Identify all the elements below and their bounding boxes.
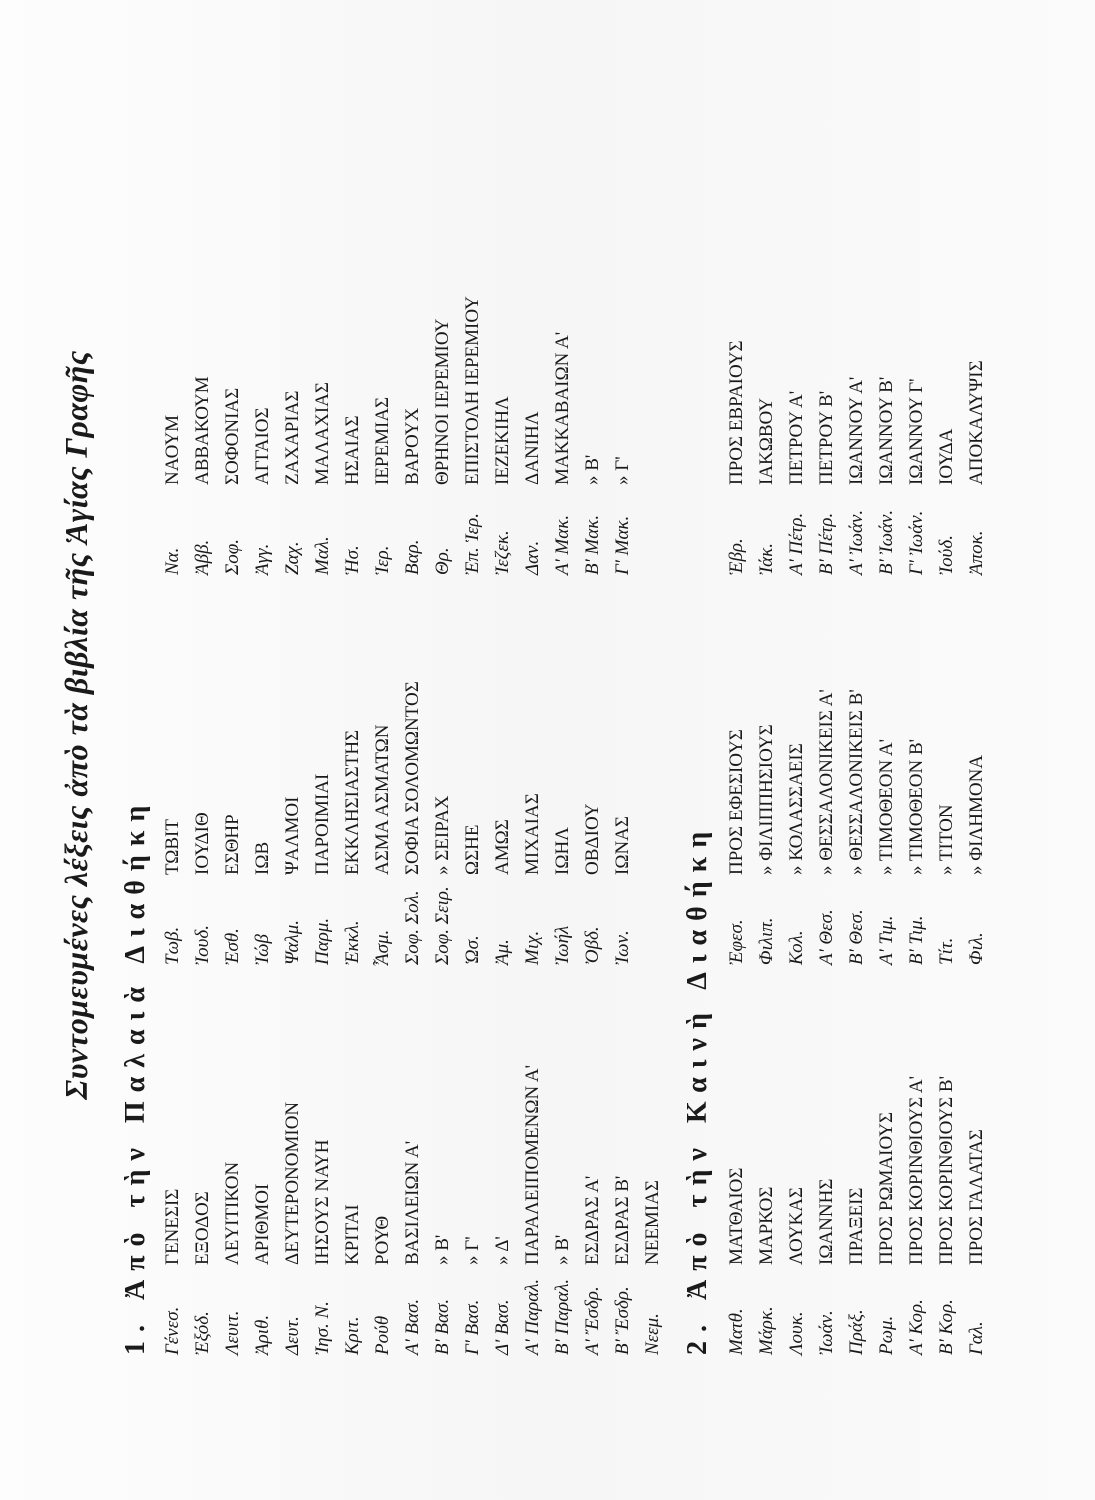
ot-col3-abbr [158, 513, 638, 575]
book-abbreviation: Σοφ. Σειρ. [432, 886, 453, 965]
book-name: » Β' [552, 1234, 573, 1265]
book-name: ΒΑΣΙΛΕΙΩΝ Α' [402, 1140, 423, 1265]
book-abbreviation: Α' Ἰωάν. [846, 509, 867, 575]
book-name: ΟΒΔΙΟΥ [582, 803, 603, 875]
book-abbreviation: Κολ. [786, 930, 807, 965]
book-name: ΙΕΡΕΜΙΑΣ [372, 396, 393, 485]
book-abbreviation: Β' Θεσ. [846, 909, 867, 965]
book-abbreviation: Λουκ. [786, 1311, 807, 1355]
book-name: ΓΕΝΕΣΙΣ [162, 1188, 183, 1265]
book-name: ΩΣΗΕ [462, 824, 483, 875]
book-abbreviation: Α' Ἔσδρ. [582, 1286, 603, 1355]
book-name: ΔΑΝΙΗΛ [522, 411, 543, 485]
book-name: ΕΣΘΗΡ [222, 814, 243, 875]
book-abbreviation: Ἐσθ. [222, 928, 243, 965]
book-abbreviation: Β' Μακ. [582, 514, 603, 575]
book-name: ΣΟΦΟΝΙΑΣ [222, 387, 243, 485]
book-name: ΡΟΥΘ [372, 1215, 393, 1265]
book-name: ΤΩΒΙΤ [162, 819, 183, 875]
book-name: ΠΡΑΞΕΙΣ [846, 1187, 867, 1265]
book-abbreviation: Α' Τιμ. [876, 915, 897, 965]
book-abbreviation: Νεεμ. [642, 1313, 663, 1355]
book-name: ΠΡΟΣ ΓΑΛΑΤΑΣ [966, 1129, 987, 1265]
ot-col3-name [158, 296, 638, 485]
book-name: ΜΑΚΚΑΒΑΙΩΝ Α' [552, 331, 573, 485]
book-abbreviation: Δευτ. [282, 1316, 303, 1355]
book-name: ΠΡΟΣ ΚΟΡΙΝΘΙΟΥΣ Β' [936, 1075, 957, 1265]
book-abbreviation: Α' Πέτρ. [786, 512, 807, 575]
nt-col2-abbr [722, 909, 992, 965]
book-abbreviation: Φιλιπ. [756, 917, 777, 965]
book-name: ΙΕΖΕΚΙΗΛ [492, 396, 513, 485]
book-name: ΙΩΑΝΝΟΥ Γ' [906, 378, 927, 485]
book-abbreviation: Λευιτ. [222, 1310, 243, 1355]
book-name: ΛΕΥΙΤΙΚΟΝ [222, 1161, 243, 1265]
book-name: ΜΑΤΘΑΙΟΣ [726, 1167, 747, 1265]
book-name: ΘΡΗΝΟΙ ΙΕΡΕΜΙΟΥ [432, 318, 453, 485]
book-abbreviation: Γένεσ. [162, 1306, 183, 1355]
book-abbreviation: Γ' Μακ. [612, 515, 633, 575]
book-name: ΙΩΑΝΝΟΥ Β' [876, 376, 897, 485]
book-name: ΝΑΟΥΜ [162, 414, 183, 485]
book-name: ΑΒΒΑΚΟΥΜ [192, 376, 213, 485]
book-abbreviation: Ἰουδ. [192, 925, 213, 965]
book-name: ΙΟΥΔΑ [936, 428, 957, 485]
book-abbreviation: Σοφ. Σολ. [402, 890, 423, 965]
book-abbreviation: Βαρ. [402, 539, 423, 575]
book-name: ΙΩΗΛ [552, 827, 573, 875]
book-name: » Δ' [492, 1236, 513, 1265]
book-abbreviation: Δ' Βασ. [492, 1299, 513, 1355]
book-abbreviation: Ἐφεσ. [726, 919, 747, 965]
nt-col2-name [722, 689, 992, 875]
book-name: » ΣΕΙΡΑΧ [432, 795, 453, 875]
book-name: » ΤΙΤΟΝ [936, 804, 957, 875]
book-name: » Γ' [462, 1236, 483, 1265]
book-abbreviation: Τίτ. [936, 937, 957, 965]
book-name: ΙΩΒ [252, 841, 273, 875]
book-name: ΙΩΑΝΝΟΥ Α' [846, 376, 867, 485]
book-abbreviation: Ἰώβ [252, 934, 273, 965]
book-name: » ΚΟΛΑΣΣΑΕΙΣ [786, 743, 807, 875]
book-name: ΑΠΟΚΑΛΥΨΙΣ [966, 360, 987, 485]
book-abbreviation: Γαλ. [966, 1321, 987, 1355]
book-abbreviation: Α' Κορ. [906, 1299, 927, 1355]
book-name: ΑΓΓΑΙΟΣ [252, 407, 273, 485]
book-abbreviation: Ἰωάν. [816, 1310, 837, 1355]
book-abbreviation: Α' Θεσ. [816, 909, 837, 965]
book-name: » Β' [432, 1234, 453, 1265]
book-name: ΠΑΡΑΛΕΙΠΟΜΕΝΩΝ Α' [522, 1064, 543, 1265]
book-name: ΛΟΥΚΑΣ [786, 1187, 807, 1265]
book-name: » ΘΕΣΣΑΛΟΝΙΚΕΙΣ Β' [846, 689, 867, 875]
book-abbreviation: Ἀγγ. [252, 543, 273, 575]
book-name: » ΤΙΜΟΘΕΟΝ Α' [876, 738, 897, 875]
book-abbreviation: Β' Τιμ. [906, 915, 927, 965]
book-abbreviation: Θρ. [432, 547, 453, 575]
book-name: ΜΙΧΑΙΑΣ [522, 793, 543, 875]
book-abbreviation: Α' Παραλ. [522, 1278, 543, 1355]
book-abbreviation: Β' Κορ. [936, 1299, 957, 1355]
page-title: Συντομευμένες λέξεις ἀπὸ τὰ βιβλία τῆς Ἁγίας Γραφῆς [58, 350, 94, 1100]
nt-col3-name [722, 340, 992, 485]
ot-col1-abbr [158, 1279, 668, 1355]
book-abbreviation: Ἡσ. [342, 545, 363, 575]
book-name: ΜΑΡΚΟΣ [756, 1186, 777, 1265]
book-abbreviation: Γ' Βασ. [462, 1299, 483, 1355]
book-abbreviation: Ἀμ. [492, 939, 513, 965]
book-abbreviation: Ἰωήλ [552, 925, 573, 965]
book-abbreviation: Ἐπ. Ἱερ. [462, 512, 483, 575]
book-name: ΗΣΑΙΑΣ [342, 415, 363, 485]
book-abbreviation: Ὡσ. [462, 935, 483, 965]
book-name: ΑΜΩΣ [492, 819, 513, 875]
nt-col3-abbr [722, 510, 992, 575]
book-abbreviation: Β' Βασ. [432, 1298, 453, 1355]
book-abbreviation: Παρμ. [312, 917, 333, 965]
book-abbreviation: Ρούθ [372, 1315, 393, 1355]
book-name: ΝΕΕΜΙΑΣ [642, 1180, 663, 1265]
book-abbreviation: Ματθ. [726, 1308, 747, 1355]
book-abbreviation: Φιλ. [966, 932, 987, 965]
book-abbreviation: Ἀποκ. [966, 530, 987, 575]
book-name: ΙΗΣΟΥΣ ΝΑΥΗ [312, 1139, 333, 1265]
book-name: ΒΑΡΟΥΧ [402, 407, 423, 485]
nt-col1-abbr [722, 1299, 992, 1355]
book-abbreviation: Ἐξόδ. [192, 1311, 213, 1355]
book-name: ΠΡΟΣ ΕΒΡΑΙΟΥΣ [726, 340, 747, 485]
book-name: ΙΩΝΑΣ [612, 816, 633, 875]
book-name: » ΘΕΣΣΑΛΟΝΙΚΕΙΣ Α' [816, 689, 837, 875]
book-abbreviation: Ἰεζεκ. [492, 530, 513, 575]
book-abbreviation: Ἑβρ. [726, 538, 747, 575]
book-name: ΠΑΡΟΙΜΙΑΙ [312, 773, 333, 875]
book-abbreviation: Ρωμ. [876, 1315, 897, 1355]
book-name: ΜΑΛΑΧΙΑΣ [312, 382, 333, 485]
book-abbreviation: Ψαλμ. [282, 919, 303, 965]
book-abbreviation: Πράξ. [846, 1309, 867, 1355]
book-name: ΨΑΛΜΟΙ [282, 796, 303, 875]
book-name: » Γ' [612, 456, 633, 485]
book-name: ΑΣΜΑ ΑΣΜΑΤΩΝ [372, 724, 393, 875]
book-abbreviation: Τωβ. [162, 926, 183, 965]
book-name: ΠΕΤΡΟΥ Β' [816, 390, 837, 485]
new-testament-heading: 2. Ἀπὸ τὴν Καινὴ Διαθήκη [682, 822, 713, 1355]
book-abbreviation: Ἰησ. Ν. [312, 1301, 333, 1355]
book-name: ΚΡΙΤΑΙ [342, 1204, 363, 1265]
book-name: ΣΟΦΙΑ ΣΟΛΟΜΩΝΤΟΣ [402, 681, 423, 875]
book-name: ΕΠΙΣΤΟΛΗ ΙΕΡΕΜΙΟΥ [462, 296, 483, 485]
book-name: ΠΡΟΣ ΕΦΕΣΙΟΥΣ [726, 729, 747, 875]
book-name: ΑΡΙΘΜΟΙ [252, 1183, 273, 1265]
book-name: » ΦΙΛΙΠΠΗΣΙΟΥΣ [756, 724, 777, 875]
ot-col2-abbr [158, 886, 638, 965]
book-abbreviation: Ἰάκ. [756, 542, 777, 575]
book-name: ΙΟΥΔΙΘ [192, 812, 213, 875]
ot-col1-name [158, 1065, 668, 1265]
book-abbreviation: Α' Βασ. [402, 1298, 423, 1355]
ot-col2-name [158, 681, 638, 875]
book-abbreviation: Να. [162, 547, 183, 575]
book-abbreviation: Ἰων. [612, 930, 633, 965]
book-name: ΕΚΚΛΗΣΙΑΣΤΗΣ [342, 729, 363, 875]
book-name: ΔΕΥΤΕΡΟΝΟΜΙΟΝ [282, 1101, 303, 1265]
book-abbreviation: Ἐκκλ. [342, 920, 363, 965]
book-name: ΠΕΤΡΟΥ Α' [786, 390, 807, 485]
book-abbreviation: Ἀριθ. [252, 1314, 273, 1355]
book-name: ΙΩΑΝΝΗΣ [816, 1178, 837, 1265]
book-abbreviation: Ζαχ. [282, 541, 303, 575]
book-name: » ΤΙΜΟΘΕΟΝ Β' [906, 738, 927, 875]
book-name: » Β' [582, 454, 603, 485]
book-name: ΕΣΔΡΑΣ Α' [582, 1175, 603, 1265]
book-abbreviation: Μιχ. [522, 930, 543, 965]
book-abbreviation: Ἰούδ. [936, 535, 957, 575]
book-abbreviation: Δαν. [522, 540, 543, 575]
book-name: ΕΞΟΔΟΣ [192, 1191, 213, 1265]
book-name: ΕΣΔΡΑΣ Β' [612, 1175, 633, 1265]
book-name: ΖΑΧΑΡΙΑΣ [282, 390, 303, 485]
book-abbreviation: Ἱερ. [372, 545, 393, 575]
book-abbreviation: Β' Πέτρ. [816, 512, 837, 575]
book-abbreviation: Μάρκ. [756, 1306, 777, 1355]
book-abbreviation: Α' Μακ. [552, 514, 573, 575]
book-abbreviation: Γ' Ἰωάν. [906, 510, 927, 575]
book-abbreviation: Ἀββ. [192, 539, 213, 575]
book-abbreviation: Ἆσμ. [372, 929, 393, 965]
book-abbreviation: Ὀβδ. [582, 926, 603, 965]
book-abbreviation: Β' Ἔσδρ. [612, 1286, 633, 1355]
old-testament-heading: 1. Ἀπὸ τὴν Παλαιὰ Διαθήκη [120, 796, 151, 1355]
book-abbreviation: Μαλ. [312, 536, 333, 575]
book-abbreviation: Σοφ. [222, 538, 243, 575]
book-name: ΠΡΟΣ ΚΟΡΙΝΘΙΟΥΣ Α' [906, 1075, 927, 1265]
book-abbreviation: Β' Παραλ. [552, 1278, 573, 1355]
book-name: » ΦΙΛΗΜΟΝΑ [966, 754, 987, 875]
book-abbreviation: Β' Ἰωάν. [876, 509, 897, 575]
book-name: ΠΡΟΣ ΡΩΜΑΙΟΥΣ [876, 1111, 897, 1265]
nt-col1-name [722, 1076, 992, 1265]
book-abbreviation: Κριτ. [342, 1316, 363, 1355]
book-name: ΙΑΚΩΒΟΥ [756, 397, 777, 485]
